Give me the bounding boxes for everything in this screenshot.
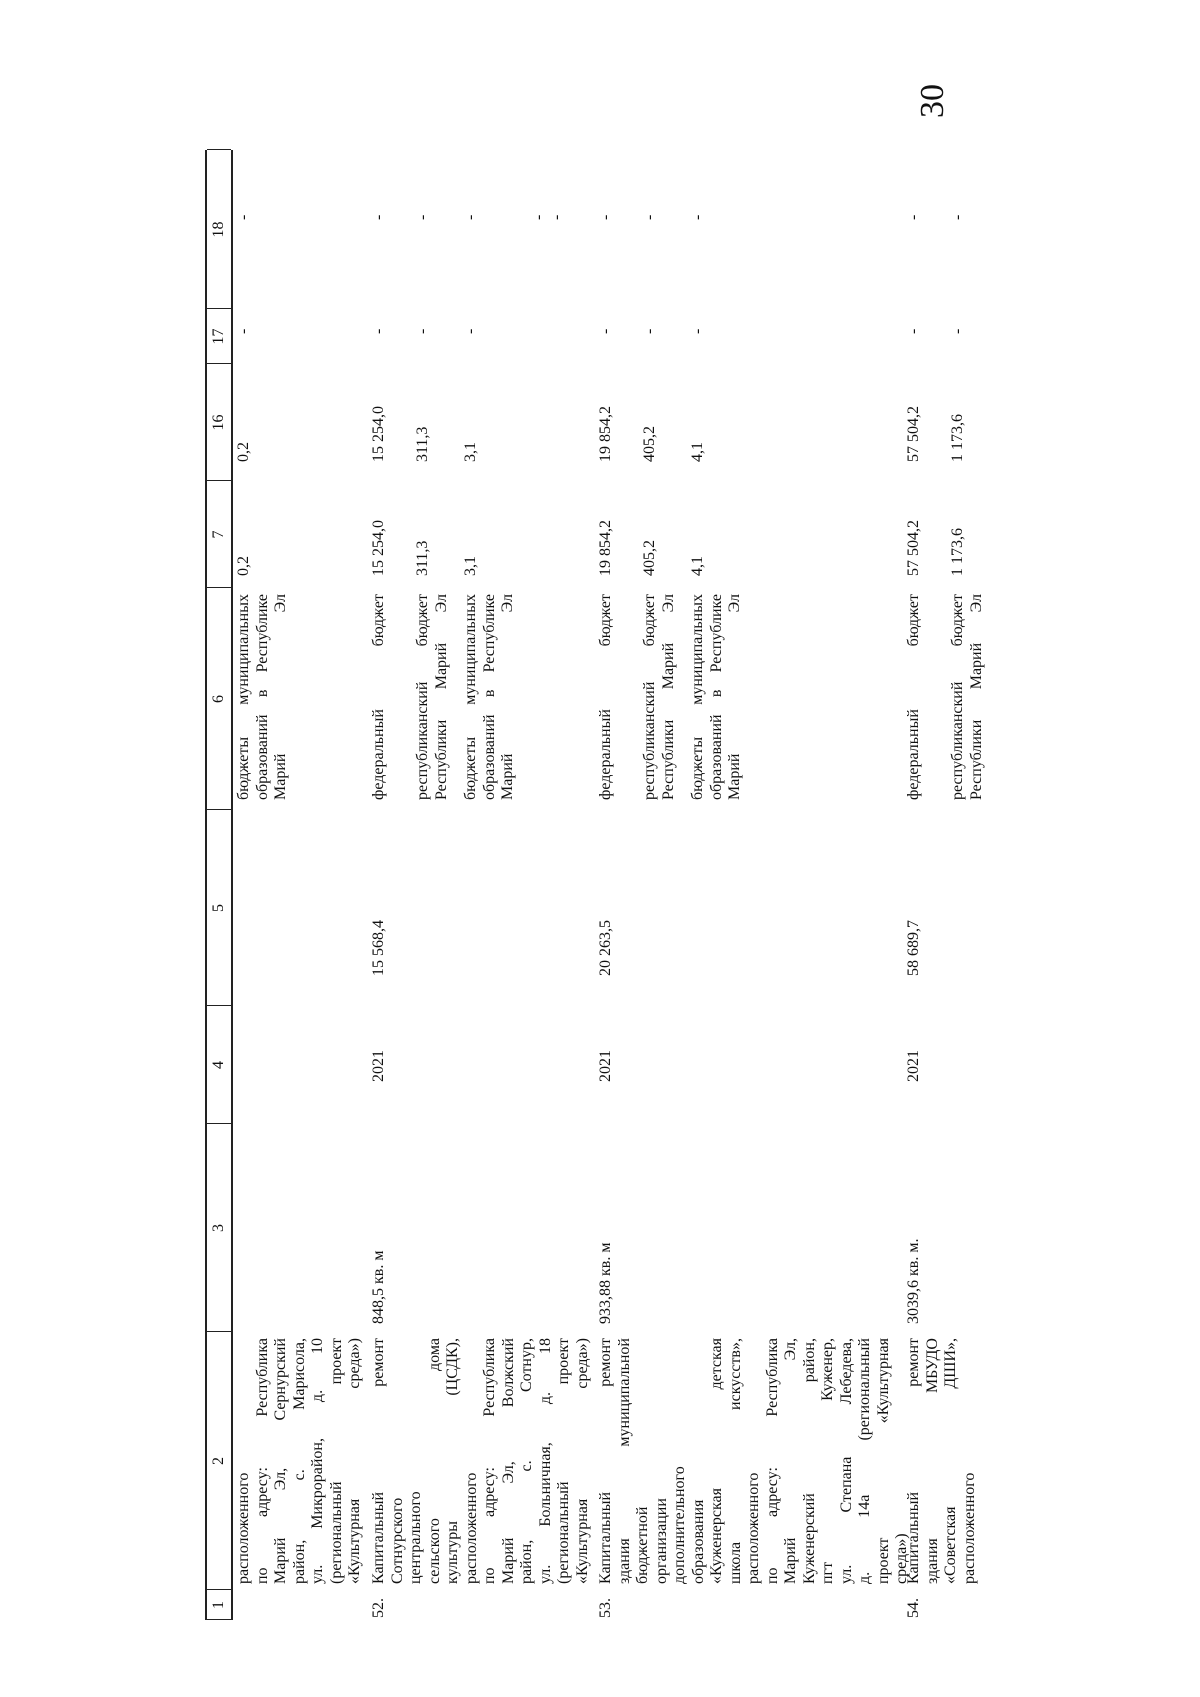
funding-source-line: федеральный бюджет [370,594,387,800]
funding-source-line: республиканский бюджет [414,594,431,800]
value-col-18: - [462,214,479,220]
header-col-18: 18 [210,221,227,238]
funding-source [641,594,678,800]
funding-source-line: Марий Эл [726,594,743,800]
value-col-18: - [370,214,387,220]
object-name-line: дополнительного [671,1466,688,1584]
funding-source [597,594,616,800]
value-col-16: 405,2 [641,426,658,462]
value-col-16: 311,3 [414,426,431,462]
object-name [235,1338,365,1584]
funding-source [462,594,518,800]
object-name-line: район, с. Сотнур, [518,1338,535,1584]
object-name-line: школа искусств», [726,1338,744,1584]
rotated-table [205,150,985,1620]
object-name-line: расположенного [235,1472,252,1584]
object-name-line: по адресу: Республика [481,1338,498,1584]
value-col-17: - [905,328,922,334]
value-col-16: 3,1 [462,442,479,462]
funding-source [689,594,745,800]
header-col-5: 5 [210,904,227,912]
object-name [905,1338,979,1584]
value-col-18: - [235,214,252,220]
value-col-16: 4,1 [689,442,706,462]
funding-source-line: образований в Республике [253,594,271,800]
value-col-7: 1 173,6 [949,528,966,576]
object-name-line: Марий Эл, [782,1338,799,1584]
object-cost: 15 568,4 [370,920,387,976]
object-year: 2021 [597,1050,614,1082]
object-name-line: Капитальный ремонт [905,1338,922,1584]
funding-source-line: бюджеты муниципальных [462,594,479,800]
funding-source-line: Республики Марий Эл [967,594,985,800]
header-col-2: 2 [210,1457,227,1465]
funding-source-line: Марий Эл [272,594,289,800]
funding-source-line: образований в Республике [480,594,498,800]
value-col-16: 57 504,2 [905,406,922,462]
funding-source-line: образований в Республике [707,594,725,800]
value-col-17: - [949,328,966,334]
header-col-16: 16 [210,414,227,431]
object-name-line: пгт Куженер, [819,1338,836,1584]
value-col-17: - [597,328,614,334]
object-name-line: расположенного [745,1472,762,1584]
funding-source-line: Республики Марий Эл [659,594,677,800]
object-name-line: (региональный проект [327,1338,345,1584]
object-name-line: расположенного [462,1472,480,1584]
funding-source [370,594,389,800]
object-name-line: (региональный проект [555,1338,572,1584]
value-col-16: 19 854,2 [597,406,614,462]
object-name-line: Сотнурского [388,1497,406,1584]
object-name-line: ул. Степана Лебедева, [837,1338,855,1584]
value-col-17: - [689,328,706,334]
object-name-line: Капитальный ремонт [597,1338,614,1584]
object-name-line: д. 14а (региональный [856,1338,873,1584]
object-cost: 20 263,5 [597,920,614,976]
object-name [370,1338,592,1584]
object-year: 2021 [370,1050,387,1082]
row-number: 52. [370,1598,387,1618]
value-col-17: - [641,328,658,334]
object-name-line: «Куженерская детская [708,1338,725,1584]
object-name-line: Марий Эл, Сернурский [272,1338,289,1584]
object-area: 848,5 кв. м [370,1250,387,1324]
object-cost: 58 689,7 [905,920,922,976]
object-name-line: Куженерский район, [800,1338,818,1584]
object-name-line: центрального [407,1491,424,1584]
value-col-18: - [905,214,922,220]
header-col-17: 17 [210,328,227,345]
row-number: 54. [905,1598,922,1618]
object-name-line: по адресу: Республика [763,1338,781,1584]
object-name-line: сельского дома [425,1338,443,1584]
object-name-line: организации [652,1498,670,1584]
header-col-3: 3 [210,1224,227,1232]
page-number: 30 [914,84,951,118]
row-number: 53. [597,1598,614,1618]
header-col-1: 1 [210,1601,227,1609]
funding-source-line: бюджеты муниципальных [689,594,706,800]
value-col-16: 0,2 [235,442,252,462]
funding-source-line: Марий Эл [499,594,516,800]
value-col-7: 57 504,2 [905,520,922,576]
funding-source-line: республиканский бюджет [949,594,966,800]
table-header [205,150,233,1620]
object-name-line: культуры (ЦСДК), [444,1338,461,1584]
object-name-line: Марий Эл, Волжский [499,1338,517,1584]
object-name-line: «Культурная среда») [346,1338,363,1584]
funding-source [235,594,291,800]
object-name-line: образования [689,1499,707,1584]
value-col-18: - [689,214,706,220]
header-col-4: 4 [210,1061,227,1069]
value-col-7: 405,2 [641,540,658,576]
value-col-18-extra: - [530,214,547,220]
object-name-line: среда») [893,1533,910,1584]
funding-source-line: федеральный бюджет [905,594,922,800]
header-col-6: 6 [210,695,227,703]
value-col-7: 4,1 [689,556,706,576]
object-area: 3039,6 кв. м. [905,1238,922,1324]
funding-source [949,594,986,800]
object-name-line: здания муниципальной [615,1338,633,1584]
funding-source-line: бюджеты муниципальных [235,594,252,800]
object-name-line: «Культурная среда») [573,1338,591,1584]
object-name [597,1338,912,1584]
object-name-line: бюджетной [634,1506,651,1584]
value-col-17: - [414,328,431,334]
object-area: 933,88 кв. м [597,1242,614,1324]
funding-source [414,594,451,800]
value-col-16: 1 173,6 [949,414,966,462]
object-name-line: расположенного [960,1472,978,1584]
value-col-7: 19 854,2 [597,520,614,576]
value-col-17: - [462,328,479,334]
value-col-18-extra: - [548,214,565,220]
object-name-line: ул. Микрорайон, д. 10 [309,1338,326,1584]
value-col-17: - [235,328,252,334]
value-col-7: 15 254,0 [370,520,387,576]
object-name-line: район, с. Марисола, [290,1338,308,1584]
value-col-7: 0,2 [235,556,252,576]
value-col-18: - [414,214,431,220]
object-name-line: по адресу: Республика [253,1338,271,1584]
object-name-line: здания МБУДО [923,1338,941,1584]
value-col-7: 311,3 [414,540,431,576]
object-year: 2021 [905,1050,922,1082]
object-name-line: проект «Культурная [874,1338,892,1584]
value-col-17: - [370,328,387,334]
value-col-16: 15 254,0 [370,406,387,462]
object-name-line: Капитальный ремонт [370,1338,387,1584]
funding-source [905,594,924,800]
funding-source-line: республиканский бюджет [641,594,658,800]
funding-source-line: федеральный бюджет [597,594,614,800]
funding-source-line: Республики Марий Эл [432,594,450,800]
header-col-7: 7 [210,530,227,539]
value-col-18: - [597,214,614,220]
object-name-line: ул. Больничная, д. 18 [536,1338,554,1584]
value-col-18: - [949,214,966,220]
value-col-7: 3,1 [462,556,479,576]
object-name-line: «Советская ДШИ», [942,1338,959,1584]
value-col-18: - [641,214,658,220]
